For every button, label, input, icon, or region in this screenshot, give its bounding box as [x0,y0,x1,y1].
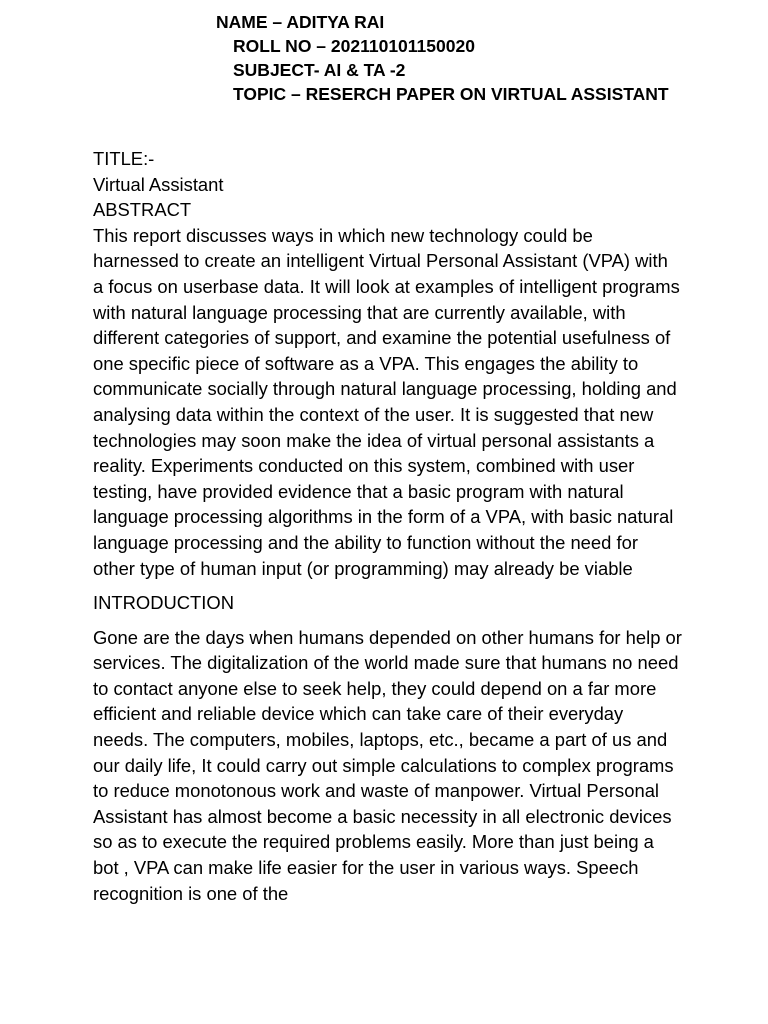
student-info-header [0,10,768,106]
abstract-paragraph: This report discusses ways in which new technology could be harnessed to create an intelligent Virtual Personal Assistant (VPA) with a focus on userbase data. It will look at examples of intelligent programs with natural language processing that are currently available, with different categories of support, and examine the potential usefulness of one specific piece of software as a VPA. This engages the ability to communicate socially through natural language processing, holding and analysing data within the context of the user. It is suggested that new technologies may soon make the idea of virtual personal assistants a reality. Experiments conducted on this system, combined with user testing, have provided evidence that a basic program with natural language processing algorithms in the form of a VPA, with basic natural language processing and the ability to function without the need for other type of human input (or programming) may already be viable [93,224,680,579]
roll-number: ROLL NO – 202110101150020 [233,36,475,56]
student-name: NAME – ADITYA RAI [216,12,385,32]
document-body [93,146,683,906]
document-title: Virtual Assistant [93,173,224,195]
subject: SUBJECT- AI & TA -2 [233,60,406,80]
introduction-heading: INTRODUCTION [93,592,234,614]
topic: TOPIC – RESERCH PAPER ON VIRTUAL ASSISTANT [233,84,669,104]
introduction-paragraph: Gone are the days when humans depended on other humans for help or services. The digitalization of the world made sure that humans no need to contact anyone else to seek help, they could depend on a far more efficient and reliable device which can take care of their everyday needs. The computers, mobiles, laptops, etc., became a part of us and our daily life, It could carry out simple calculations to complex programs to reduce monotonous work and waste of manpower. Virtual Personal Assistant has almost become a basic necessity in all electronic devices so as to execute the required problems easily. More than just being a bot , VPA can make life easier for the user in various ways. Speech recognition is one of the [93,626,682,904]
title-label: TITLE:- [93,148,155,169]
abstract-heading: ABSTRACT [93,199,192,221]
